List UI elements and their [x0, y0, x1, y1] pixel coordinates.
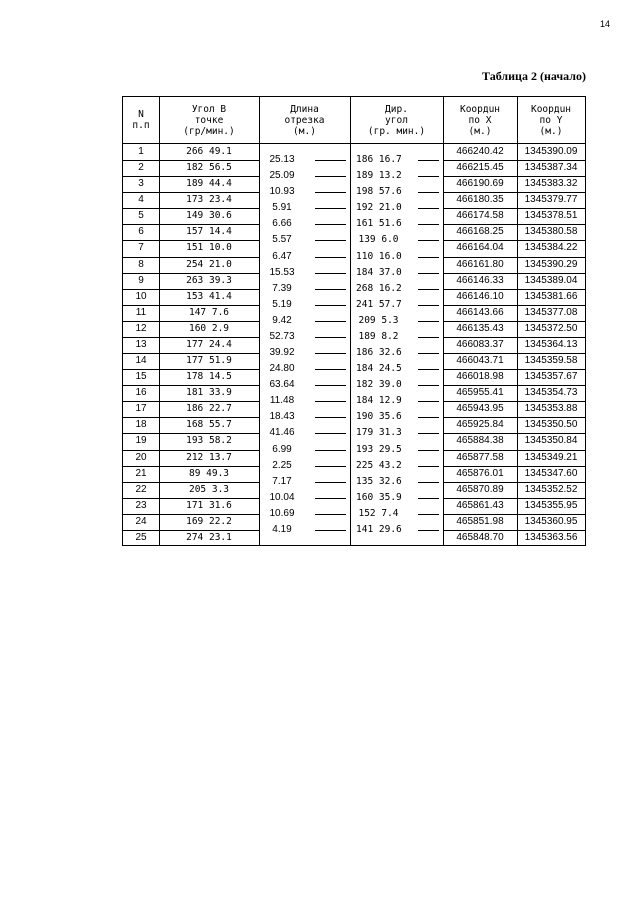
column-divider	[443, 97, 444, 545]
segment-tick	[418, 224, 439, 225]
header-line: Коордuн	[530, 103, 572, 115]
segment-tick	[418, 273, 439, 274]
cell-y: 1345364.13	[524, 338, 578, 350]
segment-tick	[315, 240, 346, 241]
cell-y: 1345349.21	[524, 451, 578, 463]
cell-n: 17	[135, 403, 147, 415]
segment-direction: 186 16.7	[356, 154, 402, 166]
segment-tick	[315, 482, 346, 483]
segment-tick	[315, 337, 346, 338]
cell-x: 466174.58	[456, 210, 504, 222]
segment-direction: 190 35.6	[356, 411, 402, 423]
segment-tick	[315, 208, 346, 209]
segment-tick	[418, 466, 439, 467]
segment-tick	[418, 385, 439, 386]
cell-n: 15	[135, 371, 147, 383]
cell-x: 465925.84	[456, 419, 504, 431]
column-divider	[350, 97, 351, 545]
cell-y: 1345363.56	[524, 531, 578, 543]
segment-length: 10.04	[269, 491, 295, 503]
cell-angle: 157 14.4	[186, 226, 232, 238]
cell-x: 465955.41	[456, 387, 504, 399]
segment-length: 15.53	[269, 266, 295, 278]
cell-y: 1345387.34	[524, 162, 578, 174]
cell-angle: 178 14.5	[186, 371, 232, 383]
segment-length: 5.91	[272, 202, 292, 214]
segment-length: 6.99	[272, 443, 292, 455]
table-caption: Таблица 2 (начало)	[482, 69, 586, 83]
cell-n: 23	[135, 499, 147, 511]
cell-n: 5	[138, 210, 144, 222]
segment-direction: 139 6.0	[358, 234, 399, 246]
segment-tick	[315, 176, 346, 177]
segment-tick	[315, 417, 346, 418]
header-col-direction	[350, 97, 443, 143]
header-line: Угол В	[191, 103, 227, 115]
cell-x: 466043.71	[456, 355, 504, 367]
segment-length: 39.92	[269, 347, 295, 359]
segment-tick	[315, 514, 346, 515]
segment-length: 7.39	[272, 282, 292, 294]
header-line: по X	[468, 114, 492, 126]
cell-y: 1345390.29	[524, 258, 578, 270]
cell-y: 1345355.95	[524, 499, 578, 511]
header-line: Длина	[290, 103, 319, 115]
segment-direction: 186 32.6	[356, 347, 402, 359]
cell-n: 19	[135, 435, 147, 447]
cell-x: 465870.89	[456, 483, 504, 495]
cell-angle: 168 55.7	[186, 419, 232, 431]
header-line: точке	[194, 114, 224, 126]
cell-n: 3	[138, 178, 144, 190]
cell-angle: 149 30.6	[186, 210, 232, 222]
header-col-y	[517, 97, 585, 143]
segment-tick	[315, 353, 346, 354]
cell-y: 1345379.77	[524, 194, 578, 206]
cell-angle: 147 7.6	[188, 306, 230, 318]
segment-length: 10.93	[269, 186, 295, 198]
cell-angle: 266 49.1	[186, 146, 232, 157]
cell-y: 1345350.50	[524, 419, 578, 431]
cell-x: 465848.70	[456, 531, 504, 543]
cell-y: 1345380.58	[524, 226, 578, 238]
cell-n: 24	[135, 515, 147, 527]
cell-y: 1345359.58	[524, 355, 578, 367]
segment-length: 52.73	[269, 330, 295, 342]
segment-direction: 179 31.3	[356, 427, 402, 439]
segment-direction: 225 43.2	[356, 459, 402, 471]
cell-angle: 171 31.6	[186, 499, 232, 511]
cell-n: 14	[135, 355, 147, 367]
header-line: (гр. мин.)	[367, 125, 426, 137]
cell-angle: 189 44.4	[186, 178, 232, 190]
segment-tick	[315, 160, 346, 161]
cell-angle: 177 51.9	[186, 355, 232, 367]
cell-x: 466146.33	[456, 274, 504, 286]
segment-tick	[315, 433, 346, 434]
segment-direction: 184 12.9	[356, 395, 402, 407]
header-col-length	[259, 97, 350, 143]
segment-direction: 241 57.7	[356, 298, 402, 310]
segment-tick	[418, 353, 439, 354]
header-line: Коордuн	[459, 103, 501, 115]
segment-tick	[418, 514, 439, 515]
cell-angle: 182 56.5	[186, 162, 232, 174]
cell-y: 1345377.08	[524, 306, 578, 318]
header-line: (м.)	[539, 125, 563, 137]
segment-length: 6.47	[272, 250, 292, 262]
segment-tick	[315, 257, 346, 258]
segment-direction: 189 8.2	[358, 330, 399, 342]
cell-n: 2	[138, 162, 144, 174]
segment-length: 6.66	[272, 218, 292, 230]
segment-tick	[418, 433, 439, 434]
table-header	[123, 97, 585, 144]
header-col-angle	[159, 97, 259, 143]
segment-length: 7.17	[272, 475, 292, 487]
cell-y: 1345360.95	[524, 515, 578, 527]
cell-x: 466180.35	[456, 194, 504, 206]
segment-direction: 189 13.2	[356, 170, 402, 182]
segment-tick	[418, 401, 439, 402]
segment-length: 63.64	[269, 379, 295, 391]
segment-tick	[418, 240, 439, 241]
segment-direction: 184 37.0	[356, 266, 402, 278]
header-line: (м.)	[468, 125, 492, 137]
cell-y: 1345347.60	[524, 467, 578, 479]
cell-angle: 205 3.3	[188, 483, 230, 495]
cell-y: 1345378.51	[524, 210, 578, 222]
segment-tick	[418, 192, 439, 193]
header-col-x	[443, 97, 517, 143]
segment-tick	[418, 530, 439, 531]
header-line: (м.)	[293, 125, 316, 137]
cell-n: 25	[135, 531, 147, 543]
segment-tick	[418, 176, 439, 177]
cell-x: 465943.95	[456, 403, 504, 415]
segment-tick	[418, 321, 439, 322]
cell-angle: 193 58.2	[186, 435, 232, 447]
segment-tick	[315, 321, 346, 322]
cell-x: 466190.69	[456, 178, 504, 190]
cell-angle: 173 23.4	[186, 194, 232, 206]
cell-angle: 153 41.4	[186, 290, 232, 302]
segment-tick	[315, 369, 346, 370]
segment-direction: 110 16.0	[356, 250, 402, 262]
segment-length: 10.69	[269, 507, 295, 519]
cell-angle: 212 13.7	[186, 451, 232, 463]
segment-tick	[315, 498, 346, 499]
cell-x: 465877.58	[456, 451, 504, 463]
segment-tick	[315, 450, 346, 451]
cell-angle: 274 23.1	[186, 531, 232, 543]
segment-tick	[418, 257, 439, 258]
segment-tick	[418, 498, 439, 499]
segment-tick	[315, 530, 346, 531]
cell-y: 1345350.84	[524, 435, 578, 447]
segment-direction: 209 5.3	[358, 314, 399, 326]
column-divider	[517, 97, 518, 545]
cell-x: 466135.43	[456, 322, 504, 334]
segment-tick	[315, 273, 346, 274]
segment-tick	[315, 466, 346, 467]
cell-y: 1345389.04	[524, 274, 578, 286]
header-line: (гр/мин.)	[183, 125, 235, 137]
cell-y: 1345357.67	[524, 371, 578, 383]
segment-tick	[418, 160, 439, 161]
segment-tick	[418, 417, 439, 418]
segment-length: 2.25	[272, 459, 292, 471]
segment-direction: 152 7.4	[358, 507, 399, 519]
segment-tick	[418, 450, 439, 451]
cell-y: 1345372.50	[524, 322, 578, 334]
cell-x: 466146.10	[456, 290, 504, 302]
header-line: N	[138, 109, 144, 120]
cell-y: 1345354.73	[524, 387, 578, 399]
cell-angle: 263 39.3	[186, 274, 232, 286]
segment-length: 24.80	[269, 363, 295, 375]
segment-direction: 198 57.6	[356, 186, 402, 198]
segment-direction: 193 29.5	[356, 443, 402, 455]
cell-n: 21	[135, 467, 147, 479]
segment-tick	[418, 305, 439, 306]
segment-tick	[418, 289, 439, 290]
segment-tick	[315, 305, 346, 306]
segment-tick	[315, 289, 346, 290]
header-line: Дир.	[385, 103, 408, 115]
segment-length: 18.43	[269, 411, 295, 423]
cell-angle: 169 22.2	[186, 515, 232, 527]
header-line: п.п	[132, 120, 150, 131]
cell-y: 1345390.09	[524, 146, 578, 157]
cell-n: 4	[138, 194, 144, 206]
segment-direction: 161 51.6	[356, 218, 402, 230]
segment-direction: 141 29.6	[356, 523, 402, 535]
cell-n: 7	[138, 242, 144, 254]
cell-angle: 186 22.7	[186, 403, 232, 415]
cell-y: 1345352.52	[524, 483, 578, 495]
segment-length: 25.09	[269, 170, 295, 182]
segment-length: 11.48	[269, 395, 295, 407]
cell-n: 10	[135, 290, 147, 302]
cell-x: 465851.98	[456, 515, 504, 527]
cell-y: 1345384.22	[524, 242, 578, 254]
cell-y: 1345383.32	[524, 178, 578, 190]
cell-n: 8	[138, 258, 144, 270]
segment-tick	[418, 369, 439, 370]
segment-length: 5.57	[272, 234, 292, 246]
segment-length: 41.46	[269, 427, 295, 439]
cell-x: 466018.98	[456, 371, 504, 383]
cell-x: 466161.80	[456, 258, 504, 270]
cell-n: 22	[135, 483, 147, 495]
header-line: угол	[385, 114, 408, 126]
cell-n: 6	[138, 226, 144, 238]
cell-y: 1345353.88	[524, 403, 578, 415]
header-line: отрезка	[284, 114, 325, 126]
table-body	[123, 144, 585, 546]
segment-tick	[315, 192, 346, 193]
segment-direction: 184 24.5	[356, 363, 402, 375]
segment-tick	[418, 337, 439, 338]
survey-table	[122, 96, 586, 546]
cell-n: 13	[135, 338, 147, 350]
cell-angle: 181 33.9	[186, 387, 232, 399]
segment-length: 25.13	[269, 154, 295, 166]
segment-direction: 182 39.0	[356, 379, 402, 391]
cell-angle: 177 24.4	[186, 338, 232, 350]
cell-n: 9	[138, 274, 144, 286]
cell-angle: 160 2.9	[188, 322, 230, 334]
cell-x: 466215.45	[456, 162, 504, 174]
column-divider	[259, 97, 260, 545]
page-number: 14	[599, 19, 610, 29]
segment-direction: 192 21.0	[356, 202, 402, 214]
cell-x: 465884.38	[456, 435, 504, 447]
header-col-number	[123, 97, 159, 143]
cell-n: 12	[135, 322, 147, 334]
cell-n: 18	[135, 419, 147, 431]
cell-x: 466168.25	[456, 226, 504, 238]
cell-x: 466240.42	[456, 146, 504, 157]
segment-length: 5.19	[272, 298, 292, 310]
column-divider	[159, 97, 160, 545]
segment-direction: 135 32.6	[356, 475, 402, 487]
cell-x: 466143.66	[456, 306, 504, 318]
cell-n: 1	[138, 146, 144, 157]
segment-tick	[418, 482, 439, 483]
cell-angle: 254 21.0	[186, 258, 232, 270]
cell-angle: 151 10.0	[186, 242, 232, 254]
cell-n: 16	[135, 387, 147, 399]
cell-x: 465876.01	[456, 467, 504, 479]
cell-n: 20	[135, 451, 147, 463]
cell-x: 466083.37	[456, 338, 504, 350]
segment-length: 9.42	[272, 314, 292, 326]
segment-tick	[418, 208, 439, 209]
segment-tick	[315, 401, 346, 402]
segment-tick	[315, 224, 346, 225]
cell-x: 466164.04	[456, 242, 504, 254]
segment-length: 4.19	[272, 523, 292, 535]
segment-tick	[315, 385, 346, 386]
header-line: по Y	[539, 114, 563, 126]
cell-angle: 89 49.3	[188, 467, 230, 479]
cell-n: 11	[135, 306, 147, 318]
segment-direction: 160 35.9	[356, 491, 402, 503]
cell-x: 465861.43	[456, 499, 504, 511]
cell-y: 1345381.66	[524, 290, 578, 302]
segment-direction: 268 16.2	[356, 282, 402, 294]
